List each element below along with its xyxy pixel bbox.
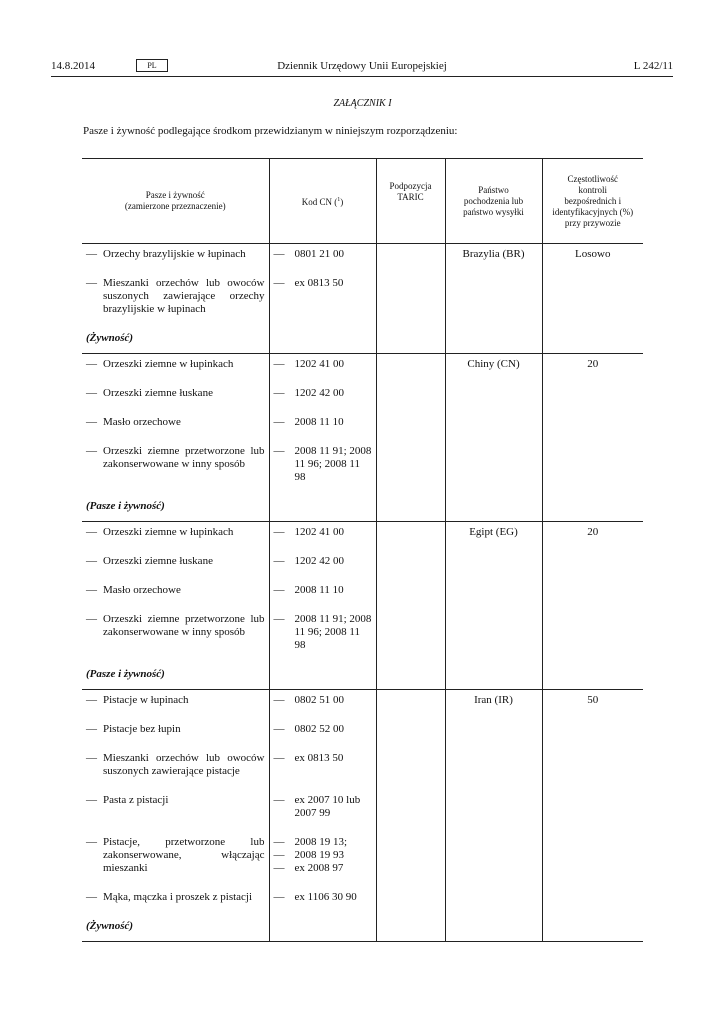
publication-date: 14.8.2014 (51, 60, 95, 72)
cn-code-cell (269, 354, 376, 522)
column-header-taric: Podpozycja TARIC (376, 159, 445, 244)
product-description: Orzeszki ziemne w łupinkach (103, 526, 234, 538)
dash-mark: — (86, 555, 97, 567)
dash-mark: — (86, 387, 97, 399)
dash-mark: — (86, 248, 97, 260)
product-item (86, 794, 265, 820)
cn-code (274, 891, 372, 904)
cn-code (274, 387, 372, 400)
intended-use-category: (Pasze i żywność) (86, 668, 165, 680)
table-row (82, 690, 643, 942)
country-of-origin: Egipt (EG) (469, 526, 518, 538)
cn-code (274, 723, 372, 736)
product-item (86, 723, 265, 736)
intended-use-category: (Żywność) (86, 332, 134, 344)
product-item (86, 694, 265, 707)
cn-code (274, 752, 372, 765)
column-header-cn-code: Kod CN ($^1$) (269, 159, 376, 244)
dash-mark: — (86, 358, 97, 370)
page-number: L 242/11 (633, 60, 673, 72)
dash-mark: — (273, 891, 285, 903)
cn-code (274, 862, 372, 875)
cn-code (274, 277, 372, 290)
cn-code (274, 849, 372, 862)
cn-code (274, 794, 372, 820)
cn-code-cell (269, 522, 376, 690)
cn-code (274, 584, 372, 597)
column-header-feed-food: Pasze i żywność (zamierzone przeznaczenie) (82, 159, 269, 244)
country-of-origin: Iran (IR) (474, 694, 513, 706)
product-item (86, 526, 265, 539)
product-item (86, 584, 265, 597)
dash-mark: — (273, 445, 285, 457)
product-description: Orzeszki ziemne przetworzone lub zakonserwowane w inny sposób (103, 613, 265, 638)
cn-code-group (274, 613, 372, 652)
country-cell (445, 354, 542, 522)
table-row (82, 522, 643, 690)
cn-code (274, 248, 372, 261)
dash-mark: — (273, 358, 285, 370)
dash-mark: — (86, 836, 97, 848)
measures-table (82, 158, 643, 942)
column-header-country: Państwo pochodzenia lub państwo wysyłki (445, 159, 542, 244)
table-header-row (82, 159, 643, 244)
cn-code-group (274, 445, 372, 484)
product-item (86, 891, 265, 904)
cn-code-value: ex 2007 10 lub 2007 99 (294, 794, 361, 819)
column-header-frequency: Częstotliwość kontroli bezpośrednich i identyfikacyjnych (%) przy przywozie (542, 159, 643, 244)
product-item (86, 416, 265, 429)
cn-code-value: 2008 19 13; (294, 836, 348, 848)
cn-code-value: ex 0813 50 (294, 752, 344, 764)
cn-code-value: ex 2008 97 (294, 862, 344, 874)
taric-cell (376, 244, 445, 354)
dash-mark: — (86, 584, 97, 596)
dash-mark: — (86, 723, 97, 735)
cn-code-value: ex 1106 30 90 (294, 891, 357, 903)
dash-mark: — (273, 862, 285, 874)
product-description: Masło orzechowe (103, 416, 181, 428)
dash-mark: — (273, 613, 285, 625)
cn-code-group (274, 836, 372, 875)
intended-use-category: (Pasze i żywność) (86, 500, 165, 512)
product-description: Mąka, mączka i proszek z pistacji (103, 891, 253, 903)
table-row (82, 244, 643, 354)
cn-code-value: 2008 11 91; 2008 11 96; 2008 11 98 (294, 445, 372, 483)
product-description: Pistacje bez łupin (103, 723, 181, 735)
dash-mark: — (273, 387, 285, 399)
cn-code (274, 836, 372, 849)
dash-mark: — (86, 752, 97, 764)
dash-mark: — (86, 613, 97, 625)
product-description: Orzeszki ziemne przetworzone lub zakonserwowane w inny sposób (103, 445, 265, 470)
country-of-origin: Brazylia (BR) (462, 248, 525, 260)
footnote-ref: 1 (337, 196, 341, 203)
check-frequency: 20 (587, 526, 599, 538)
journal-title: Dziennik Urzędowy Unii Europejskiej (277, 60, 447, 72)
table-row (82, 354, 643, 522)
cn-code-group (274, 248, 372, 261)
cn-code (274, 445, 372, 484)
feed-food-cell (82, 522, 269, 690)
cn-code-value: 1202 41 00 (294, 358, 344, 370)
dash-mark: — (273, 794, 285, 806)
product-description: Pasta z pistacji (103, 794, 169, 806)
frequency-cell (542, 690, 643, 942)
cn-code-group (274, 277, 372, 316)
cn-code-group (274, 358, 372, 371)
dash-mark: — (273, 849, 285, 861)
cn-code-value: 2008 11 10 (294, 416, 344, 428)
product-item (86, 613, 265, 652)
check-frequency: Losowo (575, 248, 611, 260)
intended-use-category: (Żywność) (86, 920, 134, 932)
dash-mark: — (86, 694, 97, 706)
cn-code-group (274, 555, 372, 568)
cn-code-value: 2008 19 93 (294, 849, 344, 861)
product-description: Mieszanki orzechów lub owoców suszonych zawierające orzechy brazylijskie w łupinach (103, 277, 265, 315)
check-frequency: 50 (587, 694, 599, 706)
cn-code-value: 1202 42 00 (294, 555, 344, 567)
cn-code-group (274, 584, 372, 597)
product-description: Masło orzechowe (103, 584, 181, 596)
cn-code-cell (269, 690, 376, 942)
check-frequency: 20 (587, 358, 599, 370)
product-description: Orzechy brazylijskie w łupinach (103, 248, 246, 260)
product-item (86, 752, 265, 778)
dash-mark: — (273, 526, 285, 538)
product-description: Pistacje, przetworzone lub zakonserwowane, włączając mieszanki (103, 836, 265, 874)
dash-mark: — (273, 277, 285, 289)
dash-mark: — (273, 248, 285, 260)
dash-mark: — (273, 836, 285, 848)
product-description: Orzeszki ziemne w łupinkach (103, 358, 234, 370)
feed-food-cell (82, 690, 269, 942)
dash-mark: — (86, 526, 97, 538)
language-badge: PL (136, 59, 168, 72)
product-item (86, 836, 265, 875)
annex-title: ZAŁĄCZNIK I (333, 98, 392, 109)
cn-code-cell (269, 244, 376, 354)
dash-mark: — (273, 584, 285, 596)
product-item (86, 277, 265, 316)
cn-code-group (274, 723, 372, 736)
cn-code-value: 1202 41 00 (294, 526, 344, 538)
cn-code-value: 1202 42 00 (294, 387, 344, 399)
cn-code-group (274, 752, 372, 778)
cn-code-group (274, 891, 372, 904)
frequency-cell (542, 522, 643, 690)
product-item (86, 555, 265, 568)
product-item (86, 445, 265, 484)
country-cell (445, 690, 542, 942)
cn-code-group (274, 694, 372, 707)
cn-code (274, 555, 372, 568)
frequency-cell (542, 244, 643, 354)
dash-mark: — (86, 416, 97, 428)
product-item (86, 248, 265, 261)
cn-code-group (274, 526, 372, 539)
cn-code (274, 416, 372, 429)
cn-code-group (274, 416, 372, 429)
cn-code (274, 694, 372, 707)
intro-text: Pasze i żywność podlegające środkom przewidzianym w niniejszym rozporządzeniu: (83, 125, 458, 137)
product-item (86, 387, 265, 400)
cn-code-value: 0802 52 00 (294, 723, 344, 735)
product-item (86, 358, 265, 371)
cn-code-group (274, 387, 372, 400)
dash-mark: — (273, 694, 285, 706)
feed-food-cell (82, 354, 269, 522)
cn-code-value: 0801 21 00 (294, 248, 344, 260)
cn-code-value: 2008 11 10 (294, 584, 344, 596)
product-description: Orzeszki ziemne łuskane (103, 555, 213, 567)
product-description: Pistacje w łupinach (103, 694, 189, 706)
taric-cell (376, 522, 445, 690)
cn-code-group (274, 794, 372, 820)
taric-cell (376, 354, 445, 522)
cn-code (274, 526, 372, 539)
dash-mark: — (86, 794, 97, 806)
taric-cell (376, 690, 445, 942)
cn-code-value: 2008 11 91; 2008 11 96; 2008 11 98 (294, 613, 372, 651)
journal-header (51, 58, 673, 77)
country-cell (445, 244, 542, 354)
cn-code-value: 0802 51 00 (294, 694, 344, 706)
dash-mark: — (86, 277, 97, 289)
country-of-origin: Chiny (CN) (467, 358, 520, 370)
frequency-cell (542, 354, 643, 522)
feed-food-cell (82, 244, 269, 354)
cn-code-value: ex 0813 50 (294, 277, 344, 289)
dash-mark: — (273, 723, 285, 735)
dash-mark: — (86, 445, 97, 457)
cn-code (274, 613, 372, 652)
dash-mark: — (273, 752, 285, 764)
country-cell (445, 522, 542, 690)
cn-code (274, 358, 372, 371)
dash-mark: — (273, 416, 285, 428)
product-description: Mieszanki orzechów lub owoców suszonych zawierające pistacje (103, 752, 265, 777)
dash-mark: — (273, 555, 285, 567)
dash-mark: — (86, 891, 97, 903)
product-description: Orzeszki ziemne łuskane (103, 387, 213, 399)
